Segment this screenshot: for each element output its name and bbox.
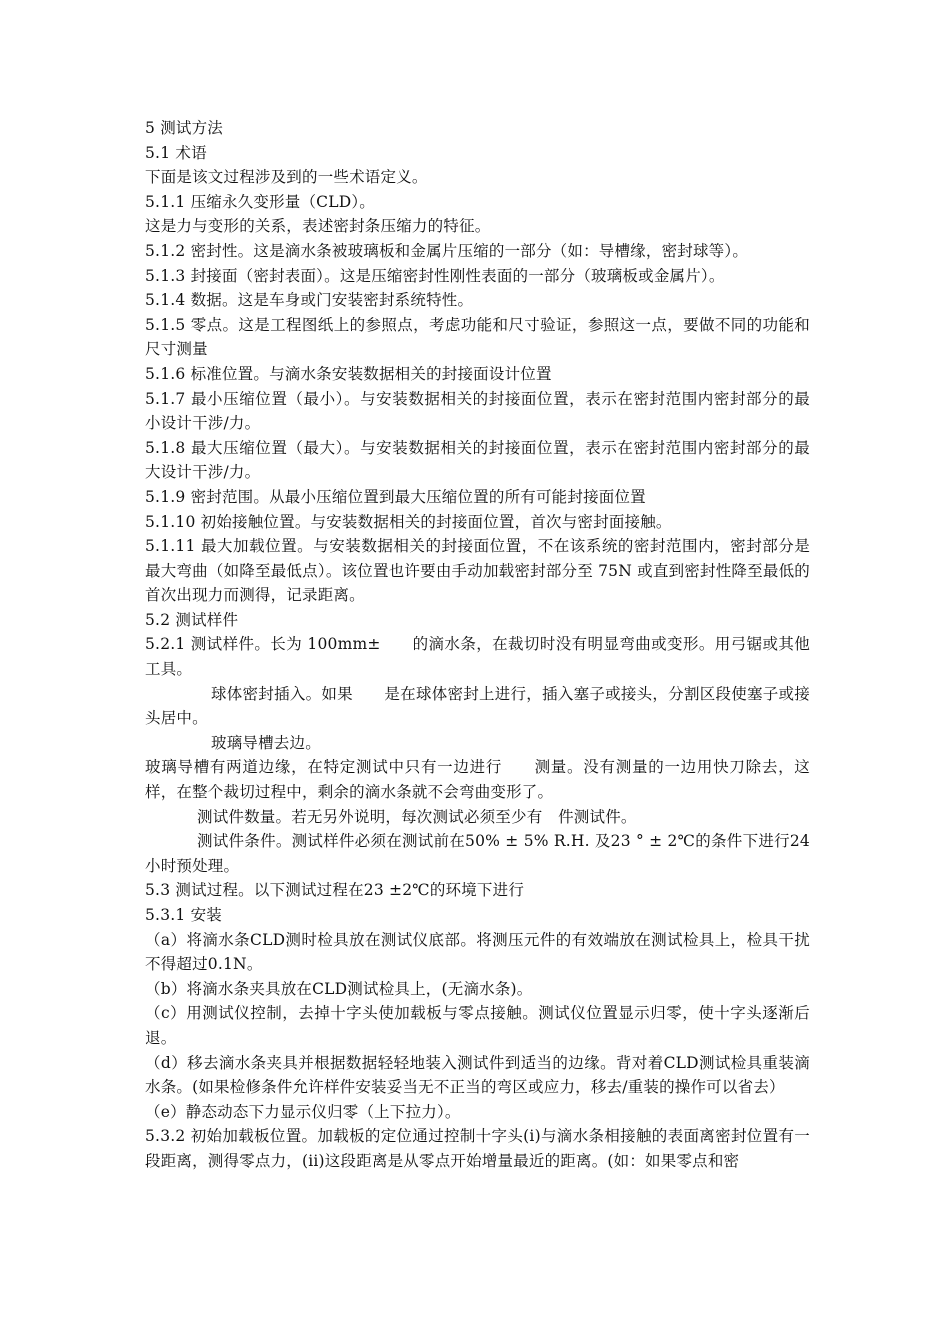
clause: 5.2.1 测试样件。长为 100mm± 的滴水条，在裁切时没有明显弯曲或变形。用弓锯或其他工具。	[145, 635, 810, 679]
list-item: （a）将滴水条CLD测时检具放在测试仪底部。将测压元件的有效端放在测试检具上，检具干扰不得超过0.1N。	[145, 930, 810, 974]
list-item: （e）静态动态下力显示仪归零（上下拉力）。	[145, 1102, 461, 1121]
clause: 5.3.1 安装	[145, 906, 222, 924]
clause: 5.1.4 数据。这是车身或门安装密封系统特性。	[145, 291, 474, 310]
clause: 5.1.7 最小压缩位置（最小）。与安装数据相关的封接面位置，表示在密封范围内密封部分的最小设计干涉/力。	[145, 389, 810, 433]
subsection-heading: 5.3 测试过程。以下测试过程在23 ±2℃的环境下进行	[145, 881, 525, 900]
clause: 5.3.2 初始加载板位置。加载板的定位通过控制十字头(i)与滴水条相接触的表面离密封位置有一段距离，测得零点力，(ii)这段距离是从零点开始增量最近的距离。(如：如果零点和密	[145, 1127, 810, 1170]
clause: 5.1.10 初始接触位置。与安装数据相关的封接面位置，首次与密封面接触。	[145, 512, 672, 531]
paragraph-indented: 测试件数量。若无另外说明，每次测试必须至少有 件测试件。	[197, 807, 637, 826]
clause: 5.1.3 封接面（密封表面）。这是压缩密封性刚性表面的一部分（玻璃板或金属片）。	[145, 266, 725, 285]
list-item: （c）用测试仪控制，去掉十字头使加载板与零点接触。测试仪位置显示归零，使十字头逐渐后退。	[145, 1004, 810, 1047]
document-body	[145, 116, 810, 1174]
clause: 5.1.6 标准位置。与滴水条安装数据相关的封接面设计位置	[145, 364, 552, 383]
clause: 5.1.11 最大加载位置。与安装数据相关的封接面位置，不在该系统的密封范围内，密封部分是最大弯曲（如降至最低点）。该位置也许要由手动加载密封部分至 75N 或直到密封性降至最低的首次出现力而测得，记录距离。	[145, 537, 810, 605]
clause: 5.1.8 最大压缩位置（最大）。与安装数据相关的封接面位置，表示在密封范围内密封部分的最大设计干涉/力。	[145, 438, 810, 482]
paragraph-indented: 玻璃导槽去边。	[211, 733, 321, 752]
list-item: （d）移去滴水条夹具并根据数据轻轻地装入测试件到适当的边缘。背对着CLD测试检具重装滴水条。(如果检修条件允许样件安装妥当无不正当的弯区或应力，移去/重装的操作可以省去）	[145, 1053, 810, 1097]
clause: 5.1.2 密封性。这是滴水条被玻璃板和金属片压缩的一部分（如：导槽缘，密封球等）。	[145, 241, 749, 260]
section-heading: 5 测试方法	[145, 119, 223, 137]
subsection-heading: 5.1 术语	[145, 143, 207, 162]
clause: 5.1.1 压缩永久变形量（CLD）。	[145, 192, 375, 211]
clause: 5.1.9 密封范围。从最小压缩位置到最大压缩位置的所有可能封接面位置	[145, 487, 646, 506]
clause: 5.1.5 零点。这是工程图纸上的参照点，考虑功能和尺寸验证，参照这一点，要做不同的功能和尺寸测量	[145, 315, 810, 359]
subsection-heading: 5.2 测试样件	[145, 610, 239, 629]
paragraph-indented: 球体密封插入。如果 是在球体密封上进行，插入塞子或接头，分割区段使塞子或接头居中。	[145, 684, 810, 728]
list-item: （b）将滴水条夹具放在CLD测试检具上，(无滴水条)。	[145, 979, 533, 998]
paragraph-indented: 测试件条件。测试样件必须在测试前在50% ± 5% R.H. 及23 ° ± 2℃的条件下进行24小时预处理。	[145, 832, 810, 875]
paragraph: 玻璃导槽有两道边缘，在特定测试中只有一边进行 测量。没有测量的一边用快刀除去，这样，在整个裁切过程中，剩余的滴水条就不会弯曲变形了。	[145, 758, 810, 802]
paragraph: 这是力与变形的关系，表述密封条压缩力的特征。	[145, 217, 491, 236]
paragraph: 下面是该文过程涉及到的一些术语定义。	[145, 168, 428, 187]
